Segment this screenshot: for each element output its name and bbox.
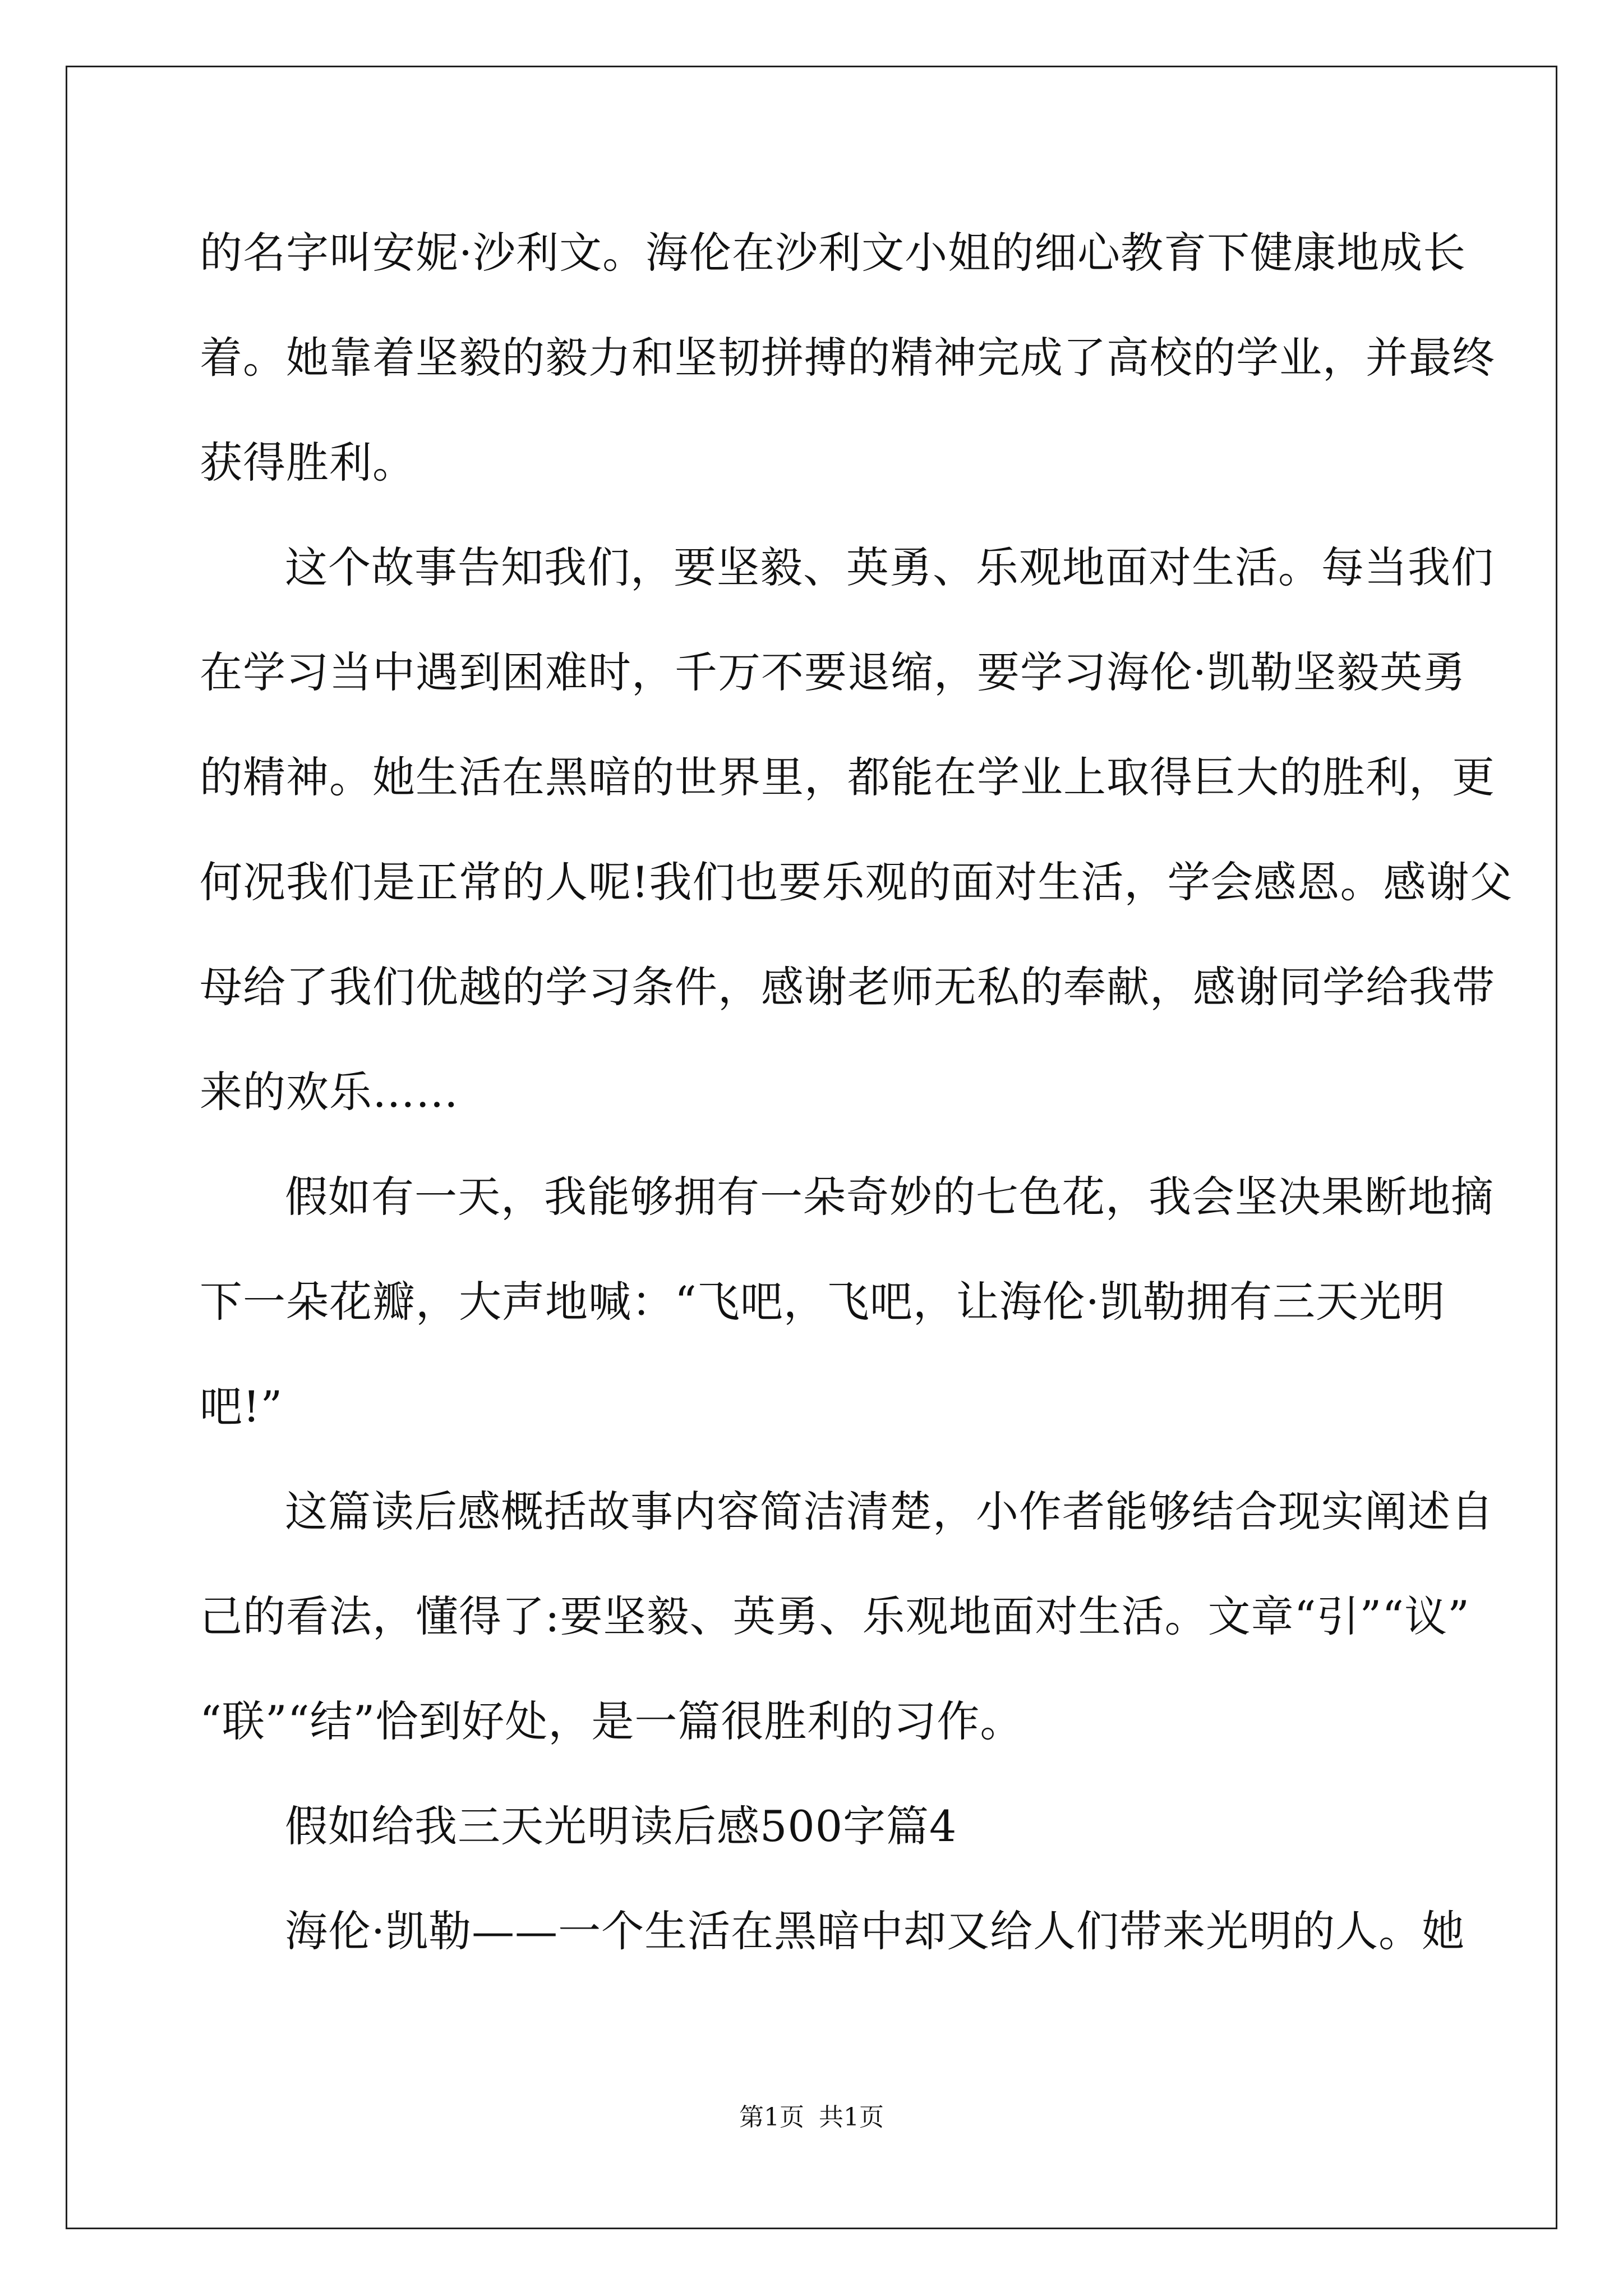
text-line: 着。她靠着坚毅的毅力和坚韧拼搏的精神完成了高校的学业，并最终 bbox=[200, 333, 1495, 383]
text-line: 在学习当中遇到困难时，千万不要退缩，要学习海伦·凯勒坚毅英勇 bbox=[200, 647, 1467, 697]
text-line: 来的欢乐…… bbox=[200, 1067, 459, 1117]
page-number: 第1页 bbox=[739, 2103, 804, 2132]
text-line: 吧!” bbox=[200, 1382, 283, 1432]
text-line: 母给了我们优越的学习条件，感谢老师无私的奉献，感谢同学给我带 bbox=[200, 962, 1495, 1012]
text-line: 海伦·凯勒——一个生活在黑暗中却又给人们带来光明的人。她 bbox=[285, 1906, 1465, 1956]
document-body bbox=[200, 200, 1513, 1984]
section-heading: 假如给我三天光明读后感500字篇4 bbox=[285, 1801, 957, 1851]
text-line: 获得胜利。 bbox=[200, 438, 416, 487]
page-total: 共1页 bbox=[819, 2103, 884, 2132]
text-line: 己的看法，懂得了:要坚毅、英勇、乐观地面对生活。文章“引”“议” bbox=[200, 1591, 1470, 1641]
text-line: 这篇读后感概括故事内容简洁清楚，小作者能够结合现实阐述自 bbox=[285, 1487, 1494, 1536]
text-line: 假如有一天，我能够拥有一朵奇妙的七色花，我会坚决果断地摘 bbox=[285, 1172, 1494, 1222]
text-line: 何况我们是正常的人呢!我们也要乐观的面对生活，学会感恩。感谢父 bbox=[200, 857, 1513, 907]
text-line: 这个故事告知我们，要坚毅、英勇、乐观地面对生活。每当我们 bbox=[285, 542, 1494, 592]
text-line: “联”“结”恰到好处，是一篇很胜利的习作。 bbox=[200, 1696, 1023, 1746]
text-line: 的名字叫安妮·沙利文。海伦在沙利文小姐的细心教育下健康地成长 bbox=[200, 228, 1467, 278]
text-line: 下一朵花瓣，大声地喊：“飞吧，飞吧，让海伦·凯勒拥有三天光明 bbox=[200, 1277, 1446, 1327]
page-footer bbox=[0, 2101, 1623, 2134]
text-line: 的精神。她生活在黑暗的世界里，都能在学业上取得巨大的胜利，更 bbox=[200, 752, 1495, 802]
